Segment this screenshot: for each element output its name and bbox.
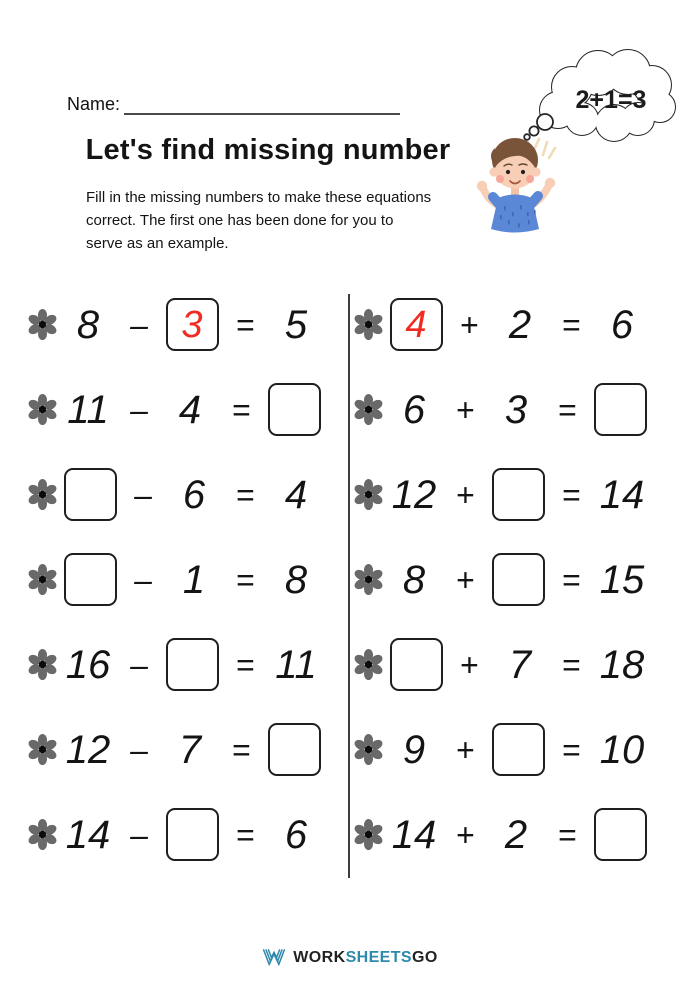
operator-sign: + <box>455 391 475 428</box>
equation-row <box>24 282 346 367</box>
equation-number: 2 <box>508 302 532 347</box>
answer-box-slot <box>60 468 120 521</box>
equals-sign: = <box>561 306 581 343</box>
equation-number: 15 <box>599 557 645 602</box>
instructions-line: Fill in the missing numbers to make these equations <box>86 189 432 206</box>
flower-bullet-icon <box>24 307 60 343</box>
operator-sign: + <box>455 476 475 513</box>
answer-box-slot <box>386 298 446 351</box>
answer-box-empty[interactable] <box>390 638 443 691</box>
equation-number: 6 <box>182 472 206 517</box>
equation-row <box>24 452 346 537</box>
equation-row <box>350 537 696 622</box>
answer-box-slot <box>590 383 650 436</box>
instructions-line: correct. The first one has been done for you to <box>86 212 394 229</box>
flower-bullet-icon <box>24 647 60 683</box>
equation-row <box>24 367 346 452</box>
answer-box-slot <box>488 553 548 606</box>
equals-sign: = <box>235 561 255 598</box>
worksheet-column-left <box>24 282 346 877</box>
equation-number: 2 <box>504 812 528 857</box>
instructions <box>86 186 431 255</box>
equation-row <box>350 282 696 367</box>
equals-sign: = <box>235 646 255 683</box>
answer-box-slot <box>488 468 548 521</box>
page-title: Let's find missing number <box>85 134 451 166</box>
flower-bullet-icon <box>24 562 60 598</box>
equals-sign: = <box>557 816 577 853</box>
equation-number: 18 <box>599 642 645 687</box>
answer-box-filled[interactable]: 4 <box>390 298 443 351</box>
answer-box-empty[interactable] <box>594 808 647 861</box>
answer-box-slot <box>60 553 120 606</box>
equation-row <box>350 622 696 707</box>
answer-box-slot <box>264 723 324 776</box>
flower-bullet-icon <box>350 392 386 428</box>
answer-box-slot <box>162 298 222 351</box>
answer-box-empty[interactable] <box>492 468 545 521</box>
equation-row <box>350 792 696 877</box>
flower-bullet-icon <box>350 732 386 768</box>
equation-row <box>350 452 696 537</box>
equation-number: 5 <box>284 302 308 347</box>
equals-sign: = <box>557 391 577 428</box>
name-label: Name: <box>67 94 121 114</box>
logo-word-sheets: SHEETS <box>345 948 412 966</box>
answer-box-slot <box>162 808 222 861</box>
name-input-line[interactable] <box>124 92 400 115</box>
flower-bullet-icon <box>24 392 60 428</box>
equation-number: 12 <box>391 472 437 517</box>
answer-box-slot <box>162 638 222 691</box>
answer-box-empty[interactable] <box>64 553 117 606</box>
instructions-line: serve as an example. <box>86 235 229 252</box>
operator-sign: + <box>459 646 479 683</box>
flower-bullet-icon <box>24 817 60 853</box>
equation-number: 4 <box>178 387 202 432</box>
operator-sign: + <box>459 306 479 343</box>
equation-number: 7 <box>508 642 532 687</box>
equations-area <box>0 282 700 882</box>
equation-row <box>24 537 346 622</box>
name-field-row <box>67 92 400 115</box>
operator-sign: + <box>455 731 475 768</box>
equation-number: 14 <box>391 812 437 857</box>
equals-sign: = <box>231 391 251 428</box>
answer-box-slot <box>386 638 446 691</box>
answer-box-empty[interactable] <box>492 723 545 776</box>
equation-number: 14 <box>599 472 645 517</box>
equals-sign: = <box>235 306 255 343</box>
equals-sign: = <box>561 646 581 683</box>
answer-box-empty[interactable] <box>166 638 219 691</box>
logo-word-work: WORK <box>293 948 346 966</box>
equation-number: 6 <box>284 812 308 857</box>
flower-bullet-icon <box>350 647 386 683</box>
answer-box-slot <box>264 383 324 436</box>
operator-sign: – <box>130 816 148 853</box>
flower-bullet-icon <box>350 562 386 598</box>
equation-number: 4 <box>284 472 308 517</box>
flower-bullet-icon <box>24 732 60 768</box>
flower-bullet-icon <box>350 307 386 343</box>
operator-sign: – <box>130 306 148 343</box>
thinking-boy-illustration <box>470 15 700 250</box>
equation-row <box>24 707 346 792</box>
answer-box-slot <box>488 723 548 776</box>
flower-bullet-icon <box>350 817 386 853</box>
equation-number: 6 <box>402 387 426 432</box>
logo-word-go: GO <box>411 948 438 966</box>
operator-sign: – <box>130 731 148 768</box>
operator-sign: – <box>134 476 152 513</box>
answer-box-empty[interactable] <box>64 468 117 521</box>
equation-number: 9 <box>402 727 426 772</box>
operator-sign: – <box>134 561 152 598</box>
equation-row <box>24 622 346 707</box>
equation-number: 14 <box>65 812 111 857</box>
equation-number: 7 <box>178 727 202 772</box>
answer-box-empty[interactable] <box>166 808 219 861</box>
answer-box-empty[interactable] <box>594 383 647 436</box>
equals-sign: = <box>561 561 581 598</box>
equation-row <box>350 367 696 452</box>
operator-sign: – <box>130 646 148 683</box>
answer-box-empty[interactable] <box>492 553 545 606</box>
answer-box-filled[interactable]: 3 <box>166 298 219 351</box>
worksheetsgo-logo-text <box>293 949 437 967</box>
equation-number: 1 <box>182 557 206 602</box>
equation-number: 16 <box>65 642 111 687</box>
thought-bubble-text: 2+1=3 <box>575 86 647 114</box>
operator-sign: + <box>455 816 475 853</box>
equals-sign: = <box>235 816 255 853</box>
worksheet-column-right <box>350 282 696 877</box>
operator-sign: + <box>455 561 475 598</box>
footer <box>0 948 700 967</box>
worksheetsgo-logo-icon <box>262 948 286 967</box>
answer-box-empty[interactable] <box>268 383 321 436</box>
flower-bullet-icon <box>24 477 60 513</box>
equation-number: 8 <box>76 302 100 347</box>
flower-bullet-icon <box>350 477 386 513</box>
equation-row <box>24 792 346 877</box>
equation-number: 3 <box>504 387 528 432</box>
equation-number: 8 <box>402 557 426 602</box>
operator-sign: – <box>130 391 148 428</box>
equation-row <box>350 707 696 792</box>
equation-number: 6 <box>610 302 634 347</box>
equation-number: 11 <box>275 642 317 687</box>
equation-number: 8 <box>284 557 308 602</box>
equation-number: 12 <box>65 727 111 772</box>
equals-sign: = <box>231 731 251 768</box>
equation-number: 10 <box>599 727 645 772</box>
equals-sign: = <box>561 731 581 768</box>
answer-box-empty[interactable] <box>268 723 321 776</box>
answer-box-slot <box>590 808 650 861</box>
equals-sign: = <box>561 476 581 513</box>
equation-number: 11 <box>67 387 109 432</box>
equals-sign: = <box>235 476 255 513</box>
